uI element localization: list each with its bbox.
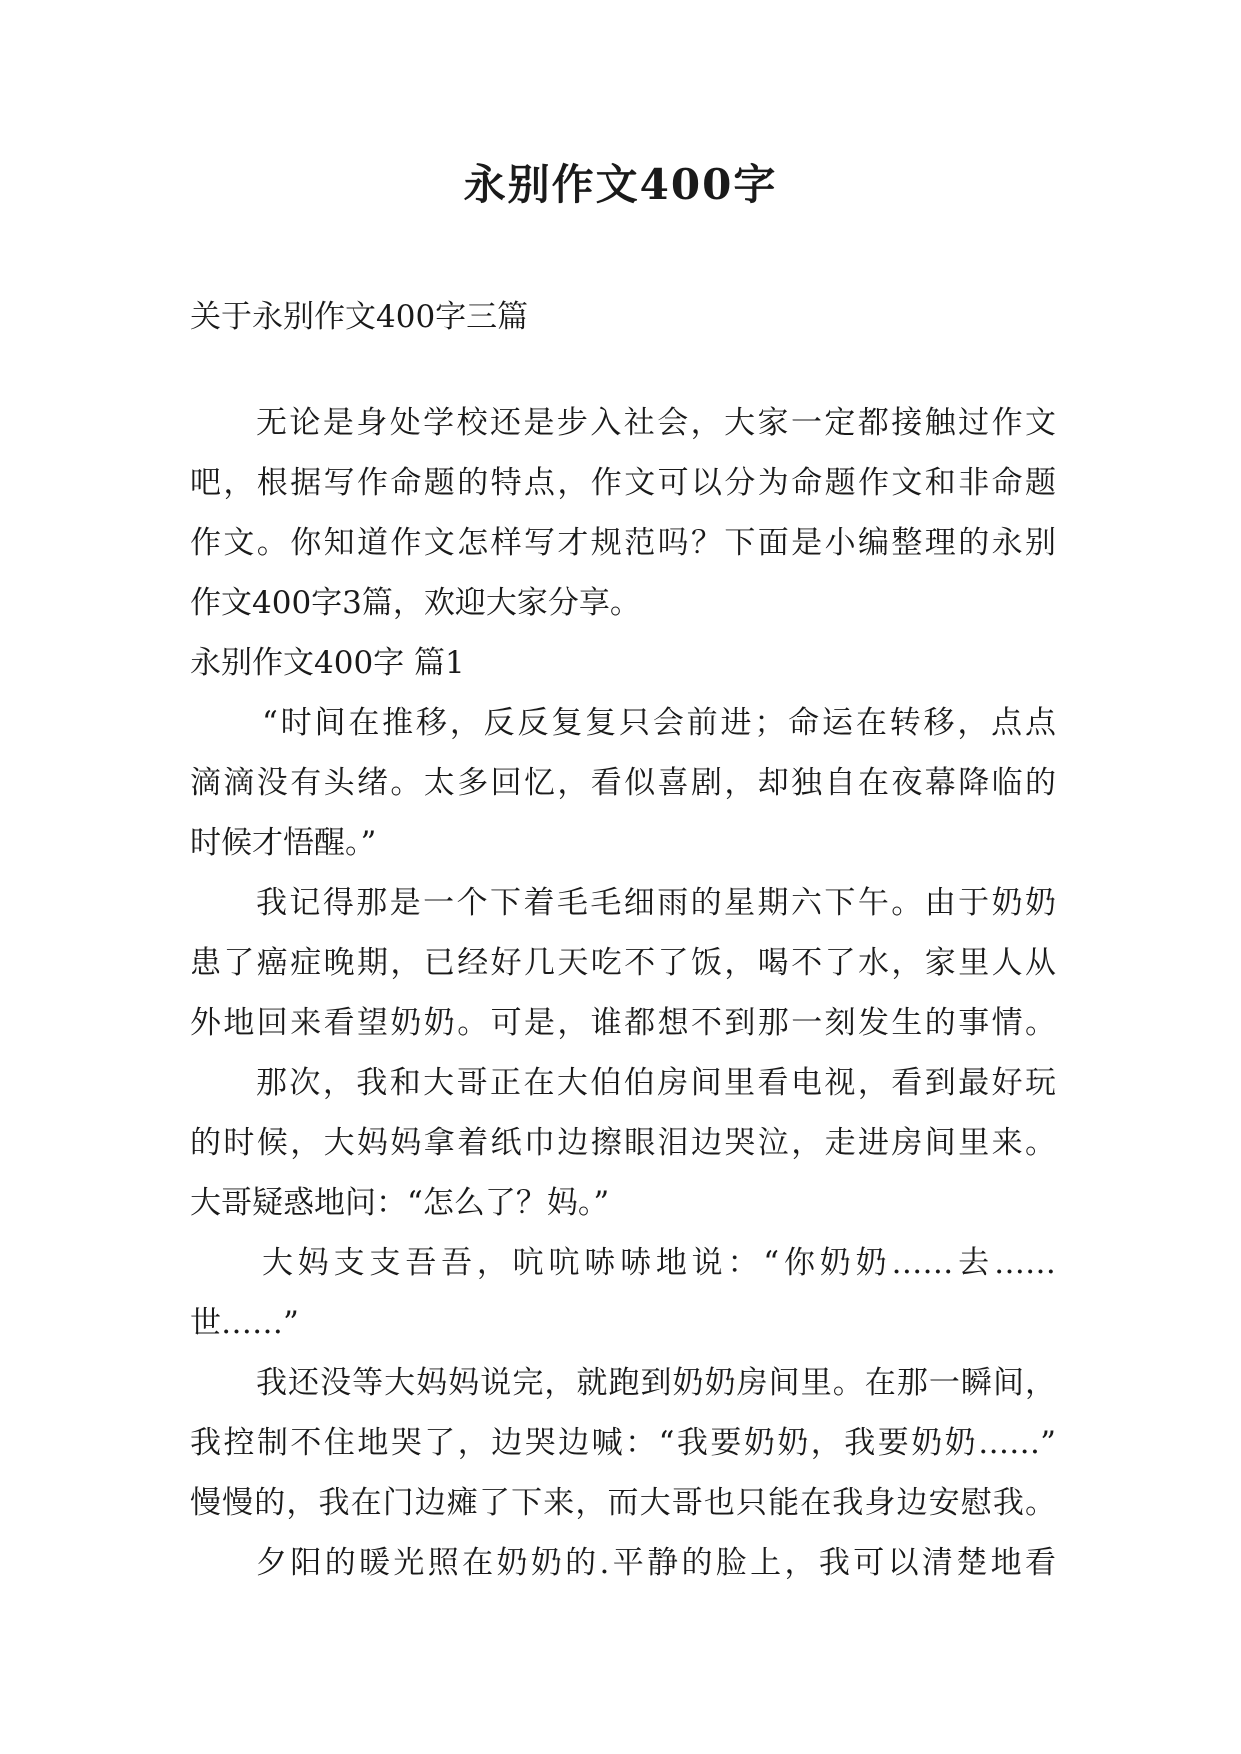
paragraph-line: 滴滴没有头绪。太多回忆，看似喜剧，却独自在夜幕降临的 [190,765,1056,801]
paragraph-line: 大妈支支吾吾，吭吭哧哧地说：“你奶奶……去…… [262,1245,1056,1281]
document-title: 永别作文400字 [463,160,778,209]
paragraph-line: 我控制不住地哭了，边哭边喊：“我要奶奶，我要奶奶……” [190,1425,1056,1461]
paragraph-line: 我记得那是一个下着毛毛细雨的星期六下午。由于奶奶 [256,885,1056,921]
paragraph-line: 作文400字3篇，欢迎大家分享。 [190,585,641,621]
document-body [190,287,1056,1593]
paragraph-line: 慢慢的，我在门边瘫了下来，而大哥也只能在我身边安慰我。 [190,1485,1056,1521]
paragraph-line: 无论是身处学校还是步入社会，大家一定都接触过作文 [256,405,1056,441]
paragraph-line: 夕阳的暖光照在奶奶的.平静的脸上，我可以清楚地看 [256,1545,1056,1581]
document-subtitle: 关于永别作文400字三篇 [190,299,529,335]
paragraph-line: 作文。你知道作文怎样写才规范吗？下面是小编整理的永别 [190,525,1056,561]
paragraph-line: 我还没等大妈妈说完，就跑到奶奶房间里。在那一瞬间， [256,1365,1056,1401]
section-heading: 永别作文400字 篇1 [190,645,465,681]
paragraph-line: 吧，根据写作命题的特点，作文可以分为命题作文和非命题 [190,465,1056,501]
paragraph-line: 那次，我和大哥正在大伯伯房间里看电视，看到最好玩 [256,1065,1056,1101]
paragraph-line: 大哥疑惑地问：“怎么了？妈。” [190,1185,610,1221]
paragraph-line: 的时候，大妈妈拿着纸巾边擦眼泪边哭泣，走进房间里来。 [190,1125,1056,1161]
paragraph-line: “时间在推移，反反复复只会前进；命运在转移，点点 [262,705,1056,741]
paragraph-line: 世……” [190,1305,299,1341]
paragraph-line: 患了癌症晚期，已经好几天吃不了饭，喝不了水，家里人从 [190,945,1056,981]
paragraph-line: 外地回来看望奶奶。可是，谁都想不到那一刻发生的事情。 [190,1005,1056,1041]
paragraph-line: 时候才悟醒。” [190,825,377,861]
